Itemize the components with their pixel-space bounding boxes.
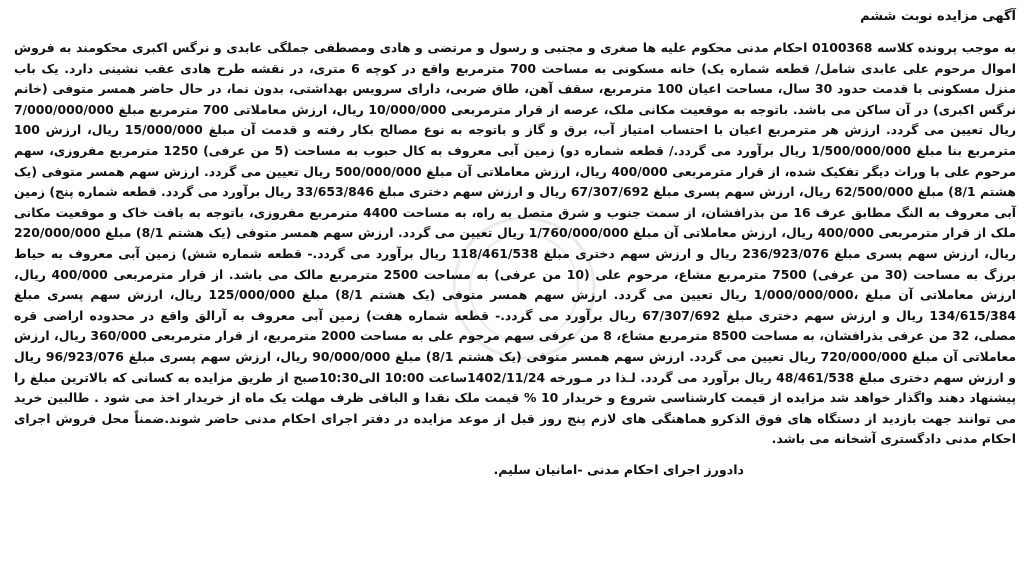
- notice-title: آگهی مزایده نوبت ششم: [860, 9, 1016, 24]
- notice-signature: دادورز اجرای احکام مدنی -امانیان سلیم.: [493, 461, 744, 477]
- notice-body: به موجب پرونده کلاسه 0100368 احکام مدنی محکوم علیه ها صغری و مجتبی و رسول و مرتضی و هادی ومصطفی جملگی عابدی و نرگس اکبری محکومند به فروش اموال مرحوم علی عابدی شامل/ قطعه شماره یک) خانه مسکونی به مساحت 700 مترمربع واقع در کوچه 6 متری، در نقشه طرح هادی عقب نشینی دارد. یک باب منزل مسکونی با قدمت حدود 30 سال، مساحت اعیان 100 مترمربع، سقف آهن، طاق ضربی، دارای سرویس بهداشتی، بدون نما، در حال حاضر همسر متوفی (خانم نرگس اکبری) در آن ساکن می باشد. باتوجه به موقعیت مکانی ملک، عرصه از قرار مترمربعی 10/000/000 ریال، ارزش معاملاتی 700 مترمربع مبلغ 7/000/000/000 ریال تعیین می گردد. ارزش هر مترمربع اعیان با احتساب امتیاز آب، برق و گاز و باتوجه به نوع مصالح بکار رفته و قدمت آن مبلغ 15/000/000 ریال، ارزش 100 مترمربع بنا مبلغ 1/500/000/000 ریال برآورد می گردد./ قطعه شماره دو) زمین آبی معروف به کال حبوب به مساحت (5 من عرفی) 1250 مترمربع مفروزی، سهم مرحوم علی با وراث دیگر تفکیک شده، از قرار مترمربعی 400/000 ریال، ارزش معاملاتی آن مبلغ 500/000/000 ریال تعیین می گردد. ارزش سهم همسر متوفی (یک هشتم 8/1) مبلغ 62/500/000 ریال، ارزش سهم پسری مبلغ 67/307/692 ریال و ارزش سهم دختری مبلغ 33/653/846 ریال برآورد می گردد. قطعه شماره پنج) زمین آبی معروف به النگ مطابق عرف 16 من بذرافشان، از سمت جنوب و شرق متصل به راه، به مساحت 4400 مترمربع مفروزی، باتوجه به بافت خاک و موقعیت مکانی ملک از قرار مترمربعی 400/000 ریال، ارزش معاملاتی آن مبلغ 1/760/000/000 ریال تعیین می گردد. ارزش سهم همسر متوفی (یک هشتم 8/1) مبلغ 220/000/000 ریال، ارزش سهم پسری مبلغ 236/923/076 ریال و ارزش سهم دختری مبلغ 118/461/538 ریال برآورد می گردد.- قطعه شماره شش) زمین آبی معروف به حیاط برزگ به مساحت (30 من عرفی) 7500 مترمربع مشاع، مرحوم علی (10 من عرفی) به مساحت 2500 مترمربع مالک می باشد. از قرار مترمربعی 400/000 ریال، ارزش معاملاتی آن مبلغ ،1/000/000/000 ریال تعیین می گردد. ارزش سهم همسر متوفی (یک هشتم 8/1) مبلغ 125/000/000 ریال، ارزش سهم پسری مبلغ 134/615/384 ریال و ارزش سهم دختری مبلغ 67/307/692 ریال برآورد می گردد.- قطعه شماره هفت) زمین آبی معروف به آرالق واقع در محدوده اراضی قره مصلی، 32 من عرفی بذرافشان، به مساحت 8500 مترمربع مشاع، 8 من عرفی سهم مرحوم علی به مساحت 2000 مترمربع، از قرار مترمربعی 360/000 ریال، ارزش معاملاتی آن مبلغ 720/000/000 ریال تعیین می گردد. ارزش سهم همسر متوفی (یک هشتم 8/1) مبلغ 90/000/000 ریال، ارزش سهم پسری مبلغ 96/923/076 ریال و ارزش سهم دختری مبلغ 48/461/538 ریال برآورد می گردد. لـذا در مـورخه 1402/11/24ساعت 10:00 الی10:30صبح از طریق مزایده به کسانی که بالاترین مبلغ را پیشنهاد دهند واگذار خواهد شد مزایده از قیمت کارشناسی شروع و خریدار 10 % قیمت ملک نقدا و الباقی ظرف مهلت یک ماه از خریدار اخذ می شود . طالبین خرید می توانند جهت بازدید از دستگاه های فوق الذکرو هماهنگی های لازم پنج روز قبل از موعد مزایده در دفتر اجرای احکام مدنی حاضر شوند.ضمناً محل فروش اجرای احکام مدنی دادگستری آشخانه می باشد.: [14, 40, 1017, 447]
- auction-notice: [14, 8, 1016, 567]
